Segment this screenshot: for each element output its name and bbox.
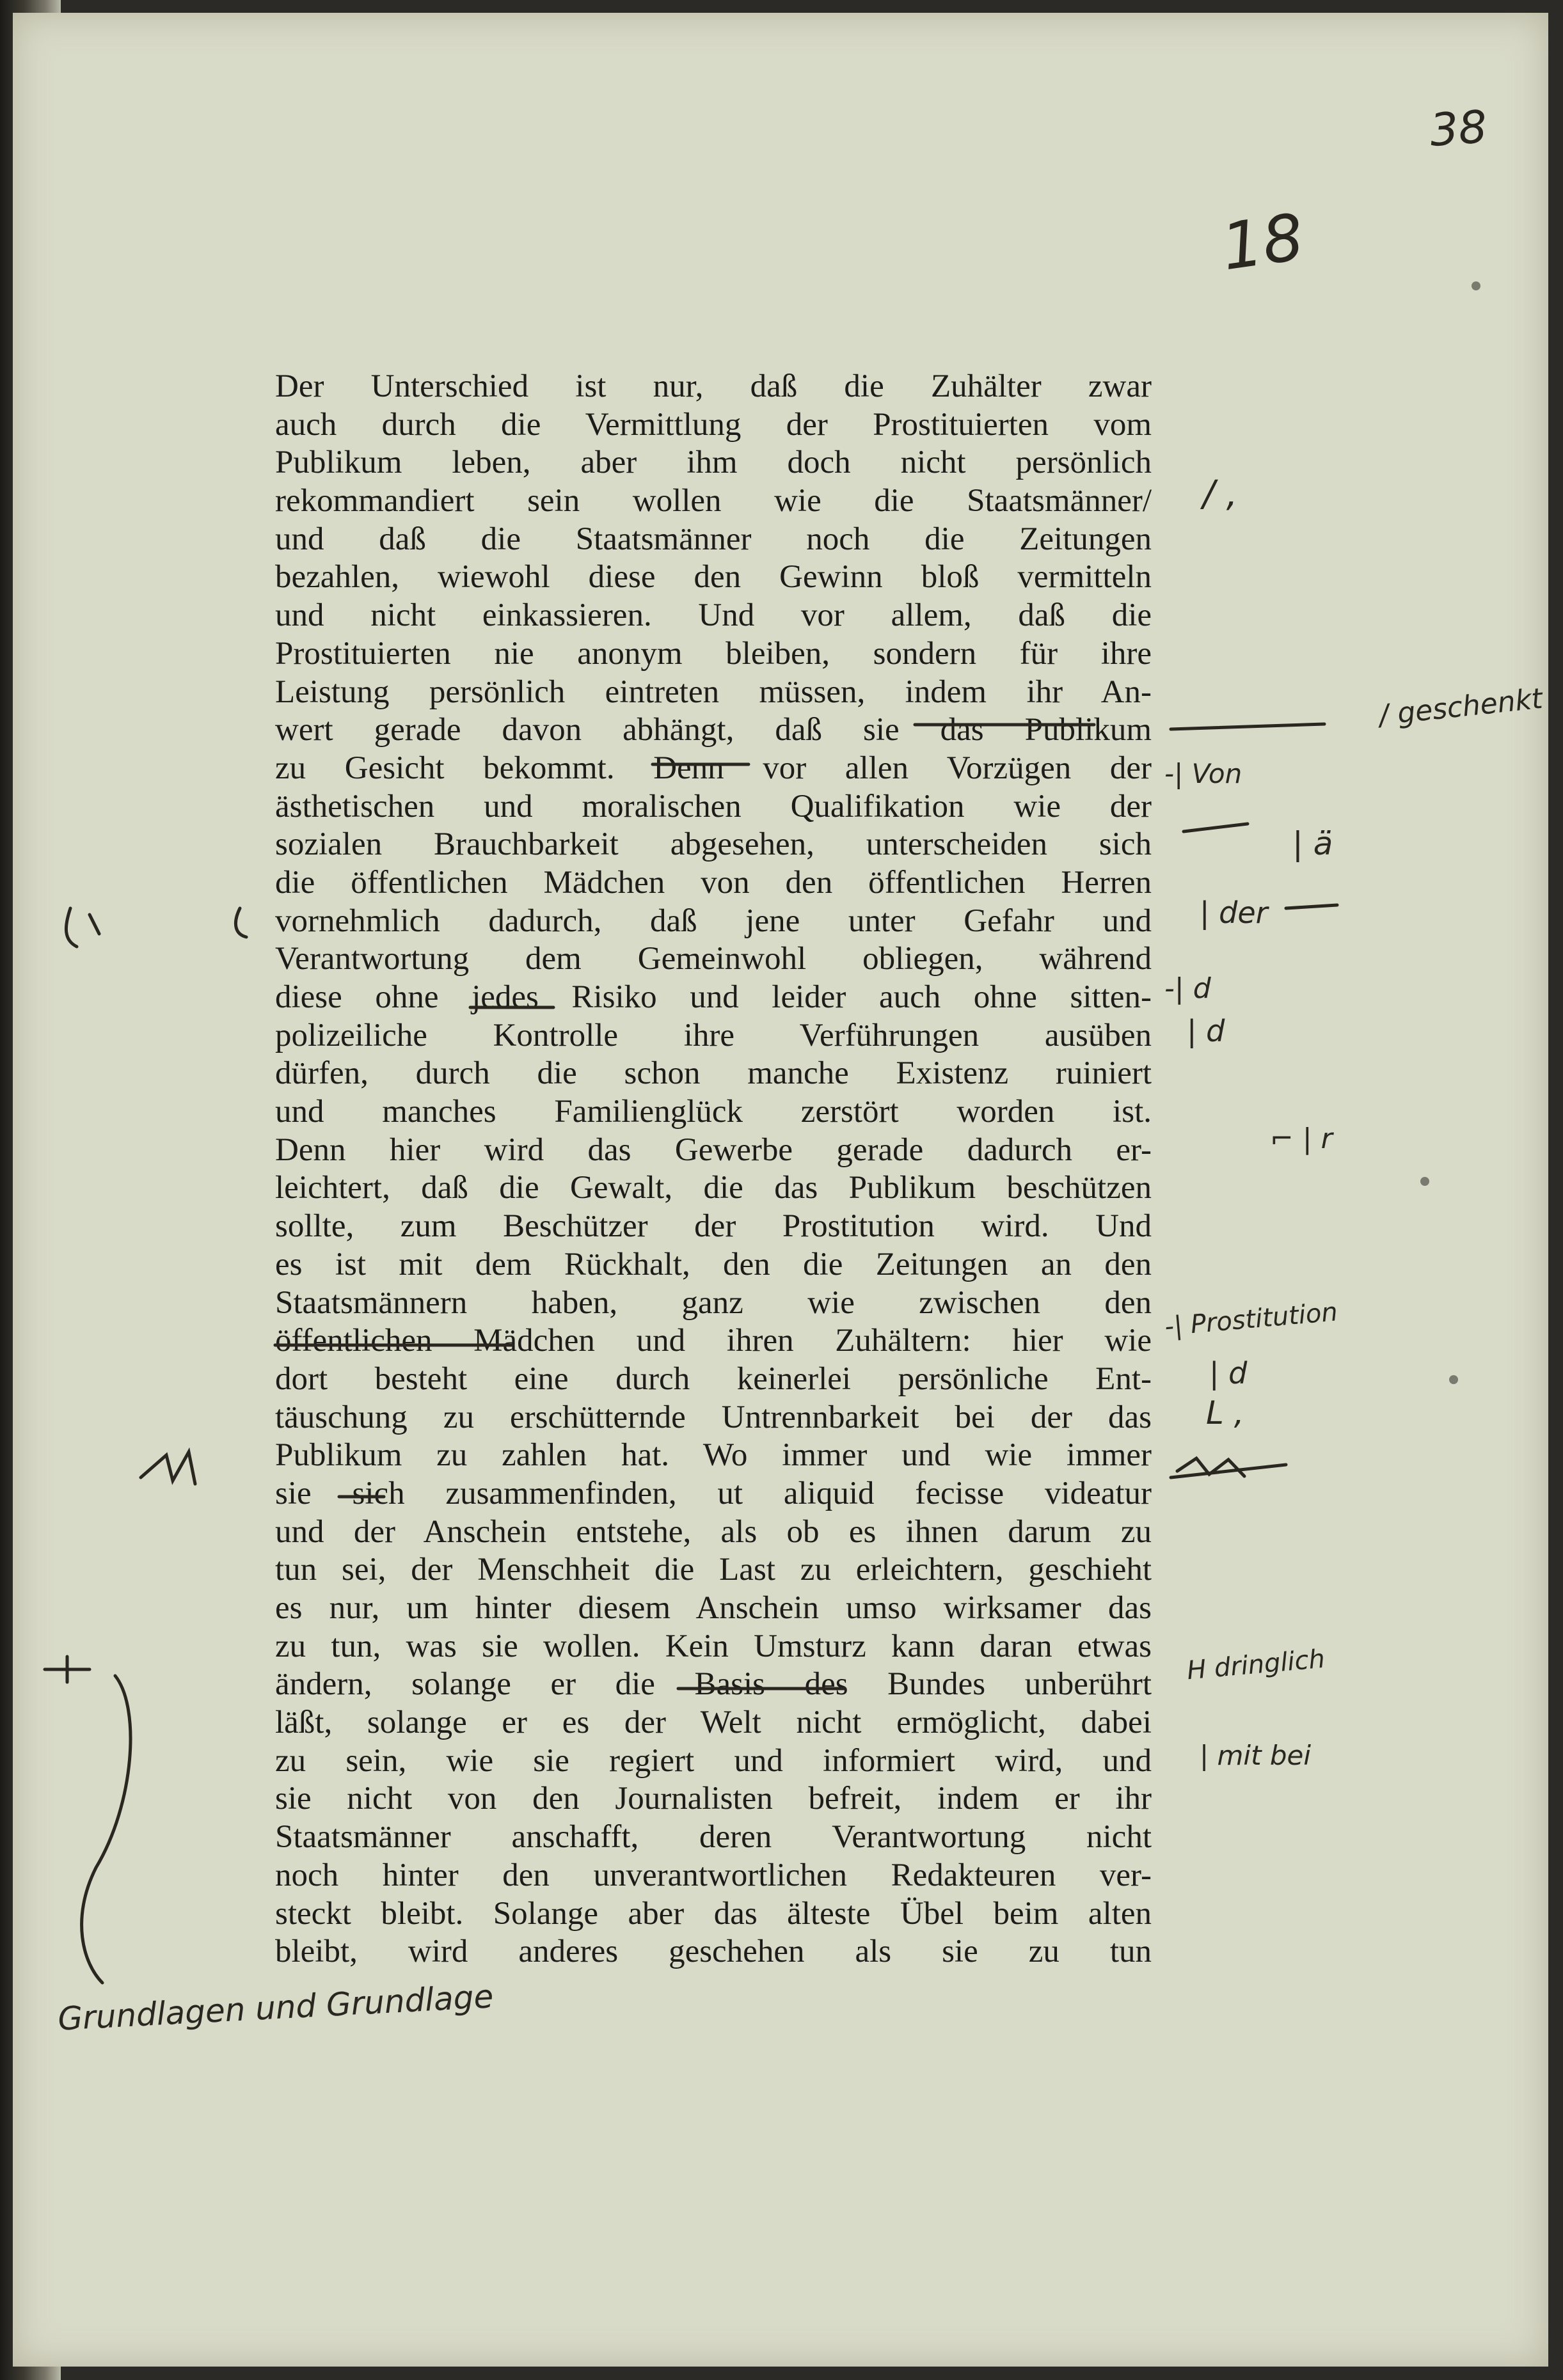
left-margin-scribble [141, 1452, 195, 1484]
text-line: dürfen, durch die schon manche Existenz ruiniert [275, 1055, 1152, 1092]
text-line: dort besteht eine durch keinerlei persönliche Ent- [275, 1360, 1152, 1397]
folio-number: 38 [1428, 100, 1489, 157]
text-line: täuschung zu erschütternde Untrennbarkeit bei der das [275, 1399, 1152, 1435]
text-line: sozialen Brauchbarkeit abgesehen, unterscheiden sich [275, 826, 1152, 863]
left-margin-bracket [82, 1676, 131, 1983]
text-line: zu Gesicht bekommt. Denn vor allen Vorzügen der [275, 750, 1152, 786]
manuscript-page [13, 13, 1548, 2367]
text-line: leichtert, daß die Gewalt, die das Publikum beschützen [275, 1170, 1152, 1206]
text-line: Denn hier wird das Gewerbe gerade dadurch er- [275, 1131, 1152, 1168]
text-line: bleibt, wird anderes geschehen als sie zu tun [275, 1934, 1152, 1970]
text-line: und nicht einkassieren. Und vor allem, daß die [275, 597, 1152, 634]
right-margin-strike [1171, 724, 1337, 908]
text-line: Der Unterschied ist nur, daß die Zuhälter zwar [275, 368, 1152, 404]
handwritten-marks [13, 13, 1548, 2367]
margin-note: -| Prostitution [1163, 1297, 1339, 1342]
right-margin-scribble [1171, 1458, 1286, 1478]
text-line: diese ohne jedes Risiko und leider auch ohne sitten- [275, 979, 1152, 1015]
sheet-number: 18 [1217, 199, 1308, 285]
text-line: rekommandiert sein wollen wie die Staatsmänner/ [275, 483, 1152, 519]
text-line: die öffentlichen Mädchen von den öffentlichen Herren [275, 864, 1152, 901]
text-line: Publikum zu zahlen hat. Wo immer und wie immer [275, 1437, 1152, 1474]
text-line: noch hinter den unverantwortlichen Redakteuren ver- [275, 1857, 1152, 1893]
left-margin-mark-k [66, 908, 99, 947]
text-line: und daß die Staatsmänner noch die Zeitungen [275, 521, 1152, 557]
paper-spot [1472, 281, 1480, 290]
text-line: sie sich zusammenfinden, ut aliquid fecisse videatur [275, 1475, 1152, 1511]
paper-spot [1420, 1177, 1429, 1186]
text-line: zu tun, was sie wollen. Kein Umsturz kann daran etwas [275, 1628, 1152, 1664]
text-line: tun sei, der Menschheit die Last zu erleichtern, geschieht [275, 1552, 1152, 1588]
left-margin-dash [45, 1657, 90, 1682]
text-line: Publikum leben, aber ihm doch nicht persönlich [275, 445, 1152, 481]
text-line: Verantwortung dem Gemeinwohl obliegen, während [275, 941, 1152, 977]
text-line: steckt bleibt. Solange aber das älteste Übel beim alten [275, 1895, 1152, 1932]
margin-note: | mit bei [1200, 1740, 1312, 1771]
left-margin-hook [235, 908, 246, 937]
margin-note: | d [1209, 1356, 1248, 1391]
text-line: und manches Familienglück zerstört worden ist. [275, 1094, 1152, 1130]
text-line: ästhetischen und moralischen Qualifikation wie der [275, 788, 1152, 824]
margin-note: / , [1203, 473, 1238, 515]
text-line: wert gerade davon abhängt, daß sie das Publikum [275, 712, 1152, 748]
paper-spot [1449, 1375, 1458, 1384]
margin-note: -| d [1164, 972, 1211, 1005]
margin-note: H dringlich [1186, 1644, 1326, 1686]
text-line: ändern, solange er die Basis des Bundes unberührt [275, 1666, 1152, 1703]
text-line: vornehmlich dadurch, daß jene unter Gefahr und [275, 902, 1152, 939]
text-line: sie nicht von den Journalisten befreit, indem er ihr [275, 1781, 1152, 1817]
margin-note: | ä [1292, 825, 1333, 862]
text-line: und der Anschein entstehe, als ob es ihnen darum zu [275, 1513, 1152, 1550]
text-line: Staatsmänner anschafft, deren Verantwortung nicht [275, 1819, 1152, 1856]
text-line: Prostituierten nie anonym bleiben, sondern für ihre [275, 635, 1152, 672]
text-line: es nur, um hinter diesem Anschein umso wirksamer das [275, 1590, 1152, 1626]
margin-note: / geschenkt [1377, 682, 1544, 732]
text-line: auch durch die Vermittlung der Prostituierten vom [275, 406, 1152, 443]
margin-note-bottom: Grundlagen und Grundlage [56, 1978, 495, 2038]
text-line: zu sein, wie sie regiert und informiert wird, und [275, 1742, 1152, 1779]
text-line: sollte, zum Beschützer der Prostitution wird. Und [275, 1208, 1152, 1245]
text-line: polizeiliche Kontrolle ihre Verführungen ausüben [275, 1017, 1152, 1053]
text-line: Staatsmännern haben, ganz wie zwischen den [275, 1284, 1152, 1321]
text-line: öffentlichen Mädchen und ihren Zuhältern: hier wie [275, 1323, 1152, 1359]
text-line: bezahlen, wiewohl diese den Gewinn bloß vermitteln [275, 559, 1152, 595]
text-line: Leistung persönlich eintreten müssen, indem ihr An- [275, 674, 1152, 710]
text-line: es ist mit dem Rückhalt, den die Zeitungen an den [275, 1246, 1152, 1282]
margin-note: | d [1187, 1014, 1225, 1048]
margin-note: L , [1206, 1394, 1244, 1431]
text-line: läßt, solange er es der Welt nicht ermöglicht, dabei [275, 1705, 1152, 1741]
margin-note: -| Von [1164, 758, 1242, 789]
margin-note: ⌐ | r [1270, 1123, 1333, 1155]
margin-note: | der [1200, 895, 1268, 930]
